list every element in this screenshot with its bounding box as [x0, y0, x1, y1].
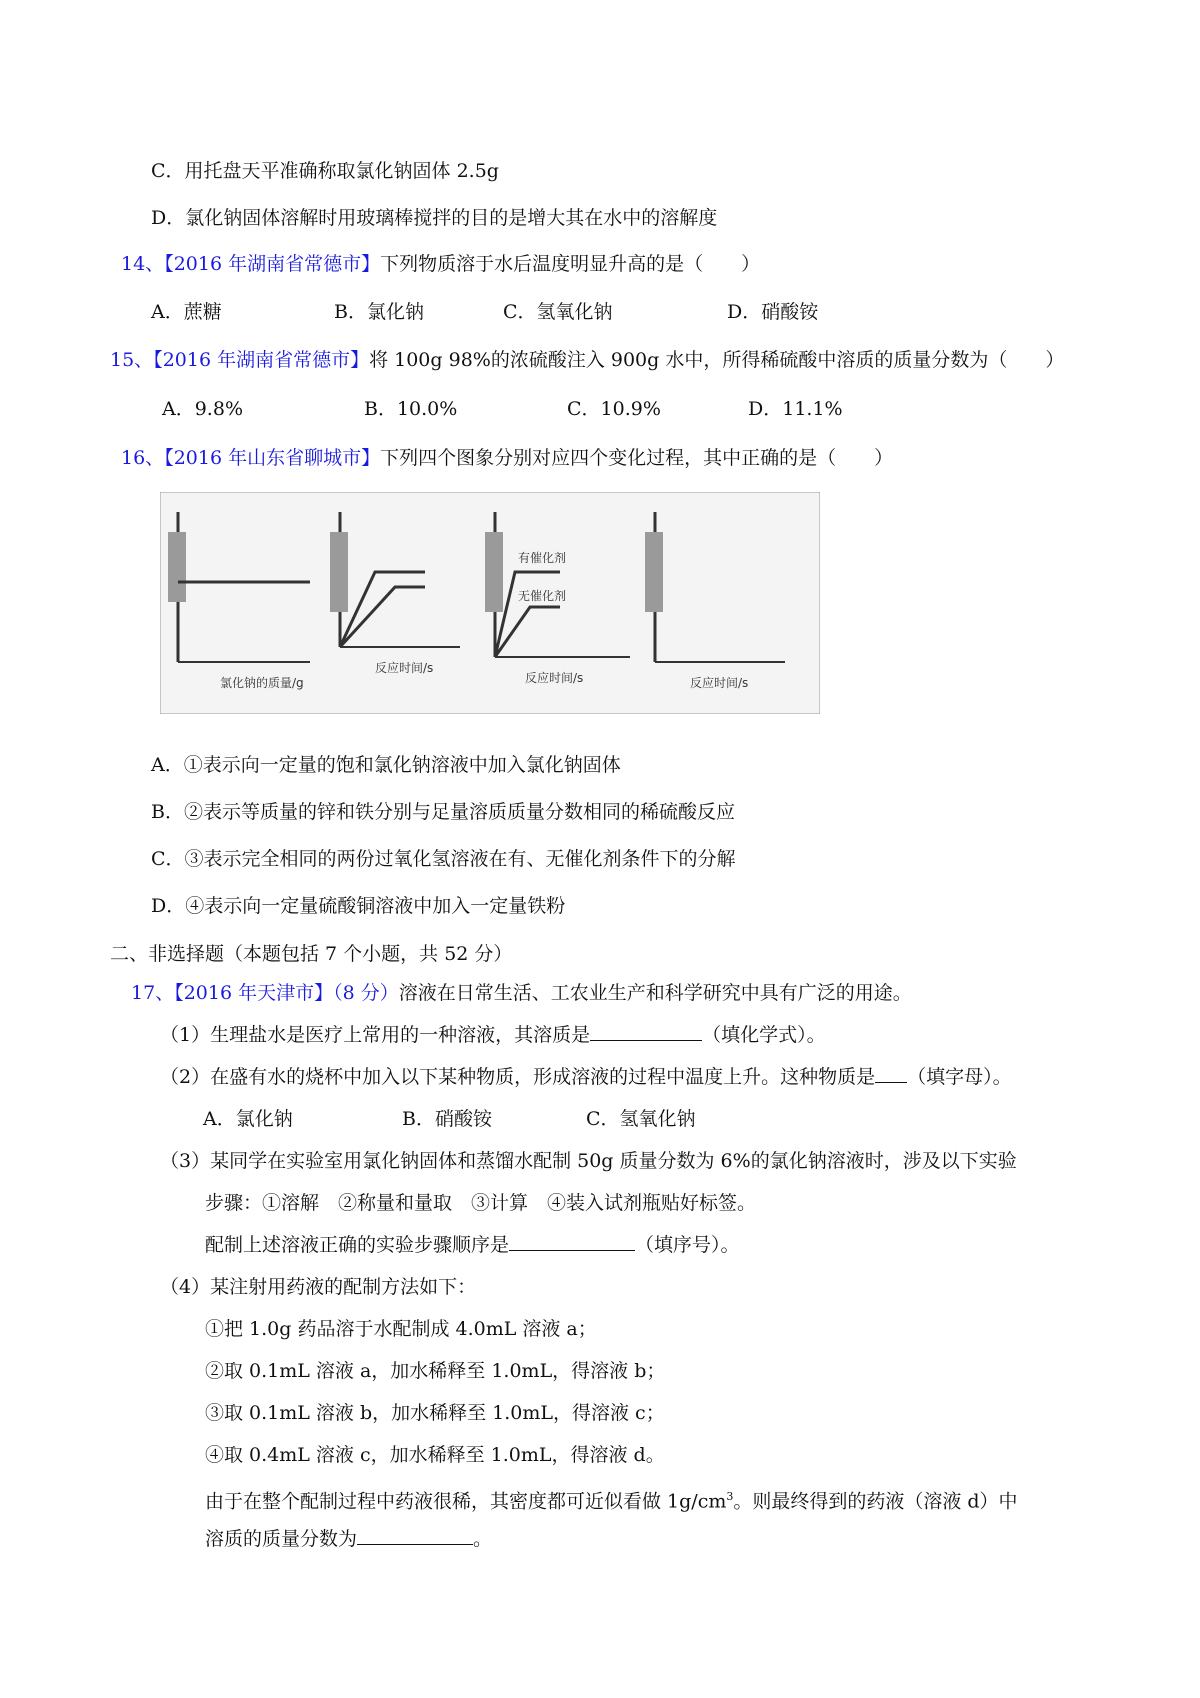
q14-source: 【2016 年湖南省常德市】 — [164, 253, 381, 275]
q16-option-b: B．②表示等质量的锌和铁分别与足量溶质质量分数相同的稀硫酸反应 — [151, 801, 735, 823]
q17-part-4-answer-text: 溶质的质量分数为 — [205, 1528, 358, 1550]
q17-part-2-option-a: A．氯化钠 — [203, 1108, 293, 1130]
q17-part-4-answer-suffix: 。 — [473, 1528, 493, 1550]
graph-3-x-label: 反应时间/s — [525, 671, 584, 685]
q16-graphs-svg — [160, 492, 820, 714]
q17-part-2-text: （2）在盛有水的烧杯中加入以下某种物质，形成溶液的过程中温度上升。这种物质是 — [160, 1066, 876, 1088]
q17-part-4-title: （4）某注射用药液的配制方法如下： — [160, 1276, 477, 1298]
q17-part-1-text: （1）生理盐水是医疗上常用的一种溶液，其溶质是 — [160, 1024, 591, 1046]
q17-source: 【2016 年天津市】（8 分） — [174, 982, 399, 1004]
q16-number: 16、 — [121, 447, 165, 469]
graph-3-y-label-block — [485, 532, 503, 612]
q17-part-3-line-3 — [205, 1232, 740, 1258]
q17-part-4-step-2: ②取 0.1mL 溶液 a，加水稀释至 1.0mL，得溶液 b； — [205, 1360, 666, 1382]
graph-4-x-label: 反应时间/s — [690, 676, 749, 690]
q17-part-4-blank[interactable] — [357, 1526, 473, 1545]
q14-option-b: B．氯化钠 — [334, 301, 424, 323]
q16-question: 下列四个图象分别对应四个变化过程，其中正确的是（ ） — [380, 447, 894, 469]
q14-question: 下列物质溶于水后温度明显升高的是（ ） — [380, 253, 761, 275]
q15-number: 15、 — [110, 349, 154, 371]
q17-part-4-step-3: ③取 0.1mL 溶液 b，加水稀释至 1.0mL，得溶液 c； — [205, 1402, 665, 1424]
q15-option-a: A．9.8% — [162, 398, 243, 420]
graph-3-label-catalyst: 有催化剂 — [518, 551, 567, 565]
q17-part-2-suffix: （填字母）。 — [907, 1066, 1012, 1088]
q17-part-4-step-1: ①把 1.0g 药品溶于水配制成 4.0mL 溶液 a； — [205, 1318, 597, 1340]
q14-option-d: D．硝酸铵 — [727, 301, 819, 323]
q15-source: 【2016 年湖南省常德市】 — [153, 349, 370, 371]
q17-question: 溶液在日常生活、工农业生产和科学研究中具有广泛的用途。 — [398, 982, 912, 1004]
q16-option-c: C．③表示完全相同的两份过氧化氢溶液在有、无催化剂条件下的分解 — [151, 848, 736, 870]
q17-part-1-blank[interactable] — [590, 1022, 702, 1041]
q17-part-4-step-4: ④取 0.4mL 溶液 c，加水稀释至 1.0mL，得溶液 d。 — [205, 1444, 665, 1466]
q17-part-4-answer-line — [205, 1526, 492, 1552]
q17-part-2-option-c: C．氢氧化钠 — [586, 1108, 696, 1130]
q14-option-c: C．氢氧化钠 — [503, 301, 613, 323]
graph-2-x-label: 反应时间/s — [375, 661, 434, 675]
graph-1-y-label-block — [168, 532, 186, 602]
graph-4-y-label-block — [645, 532, 663, 612]
q16-graphs-figure — [160, 492, 820, 714]
q16-option-a: A．①表示向一定量的饱和氯化钠溶液中加入氯化钠固体 — [151, 754, 621, 776]
q17-part-3-line-2: 步骤：①溶解 ②称量和量取 ③计算 ④装入试剂瓶贴好标签。 — [205, 1192, 757, 1214]
q17-part-2-blank[interactable] — [875, 1064, 907, 1083]
graph-1-x-label: 氯化钠的质量/g — [220, 676, 304, 690]
q15-question: 将 100g 98%的浓硫酸注入 900g 水中，所得稀硫酸中溶质的质量分数为（ ） — [369, 349, 1065, 371]
q17-part-2-option-b: B．硝酸铵 — [402, 1108, 492, 1130]
graph-2-y-label-block — [330, 532, 348, 612]
q16-source: 【2016 年山东省聊城市】 — [164, 447, 381, 469]
q17-number: 17、 — [131, 982, 175, 1004]
q17-stem — [131, 980, 912, 1006]
q17-part-4-density-line — [205, 1484, 1018, 1514]
q13-option-c: C．用托盘天平准确称取氯化钠固体 2.5g — [151, 160, 499, 182]
q14-number: 14、 — [121, 253, 165, 275]
q17-part-3-line-1: （3）某同学在实验室用氯化钠固体和蒸馏水配制 50g 质量分数为 6%的氯化钠溶液时，涉及以下实验 — [160, 1150, 1017, 1172]
q17-part-3-text: 配制上述溶液正确的实验步骤顺序是 — [205, 1234, 510, 1256]
q17-part-3-suffix: （填序号）。 — [635, 1234, 740, 1256]
q17-part-4-density-text: 由于在整个配制过程中药液很稀，其密度都可近似看做 1g/cm — [205, 1490, 727, 1513]
q17-part-1-suffix: （填化学式）。 — [702, 1024, 826, 1046]
q17-part-1 — [160, 1022, 826, 1048]
q13-option-d: D．氯化钠固体溶解时用玻璃棒搅拌的目的是增大其在水中的溶解度 — [151, 207, 718, 229]
q16-option-d: D．④表示向一定量硫酸铜溶液中加入一定量铁粉 — [151, 895, 566, 917]
q14-stem — [121, 251, 760, 277]
q17-part-2 — [160, 1064, 1012, 1090]
q17-part-4-density-suffix: 。则最终得到的药液（溶液 d）中 — [733, 1490, 1018, 1513]
section-2-heading: 二、非选择题（本题包括 7 个小题，共 52 分） — [110, 943, 513, 965]
q15-option-b: B．10.0% — [364, 398, 458, 420]
graph-3-label-no-catalyst: 无催化剂 — [518, 589, 567, 603]
q15-option-c: C．10.9% — [567, 398, 661, 420]
q14-option-a: A．蔗糖 — [151, 301, 222, 323]
q17-part-3-blank[interactable] — [509, 1232, 635, 1251]
q15-stem — [110, 347, 1064, 373]
q16-stem — [121, 445, 893, 471]
q17-part-4-density-sup: 3 — [726, 1490, 734, 1503]
q15-option-d: D．11.1% — [748, 398, 843, 420]
